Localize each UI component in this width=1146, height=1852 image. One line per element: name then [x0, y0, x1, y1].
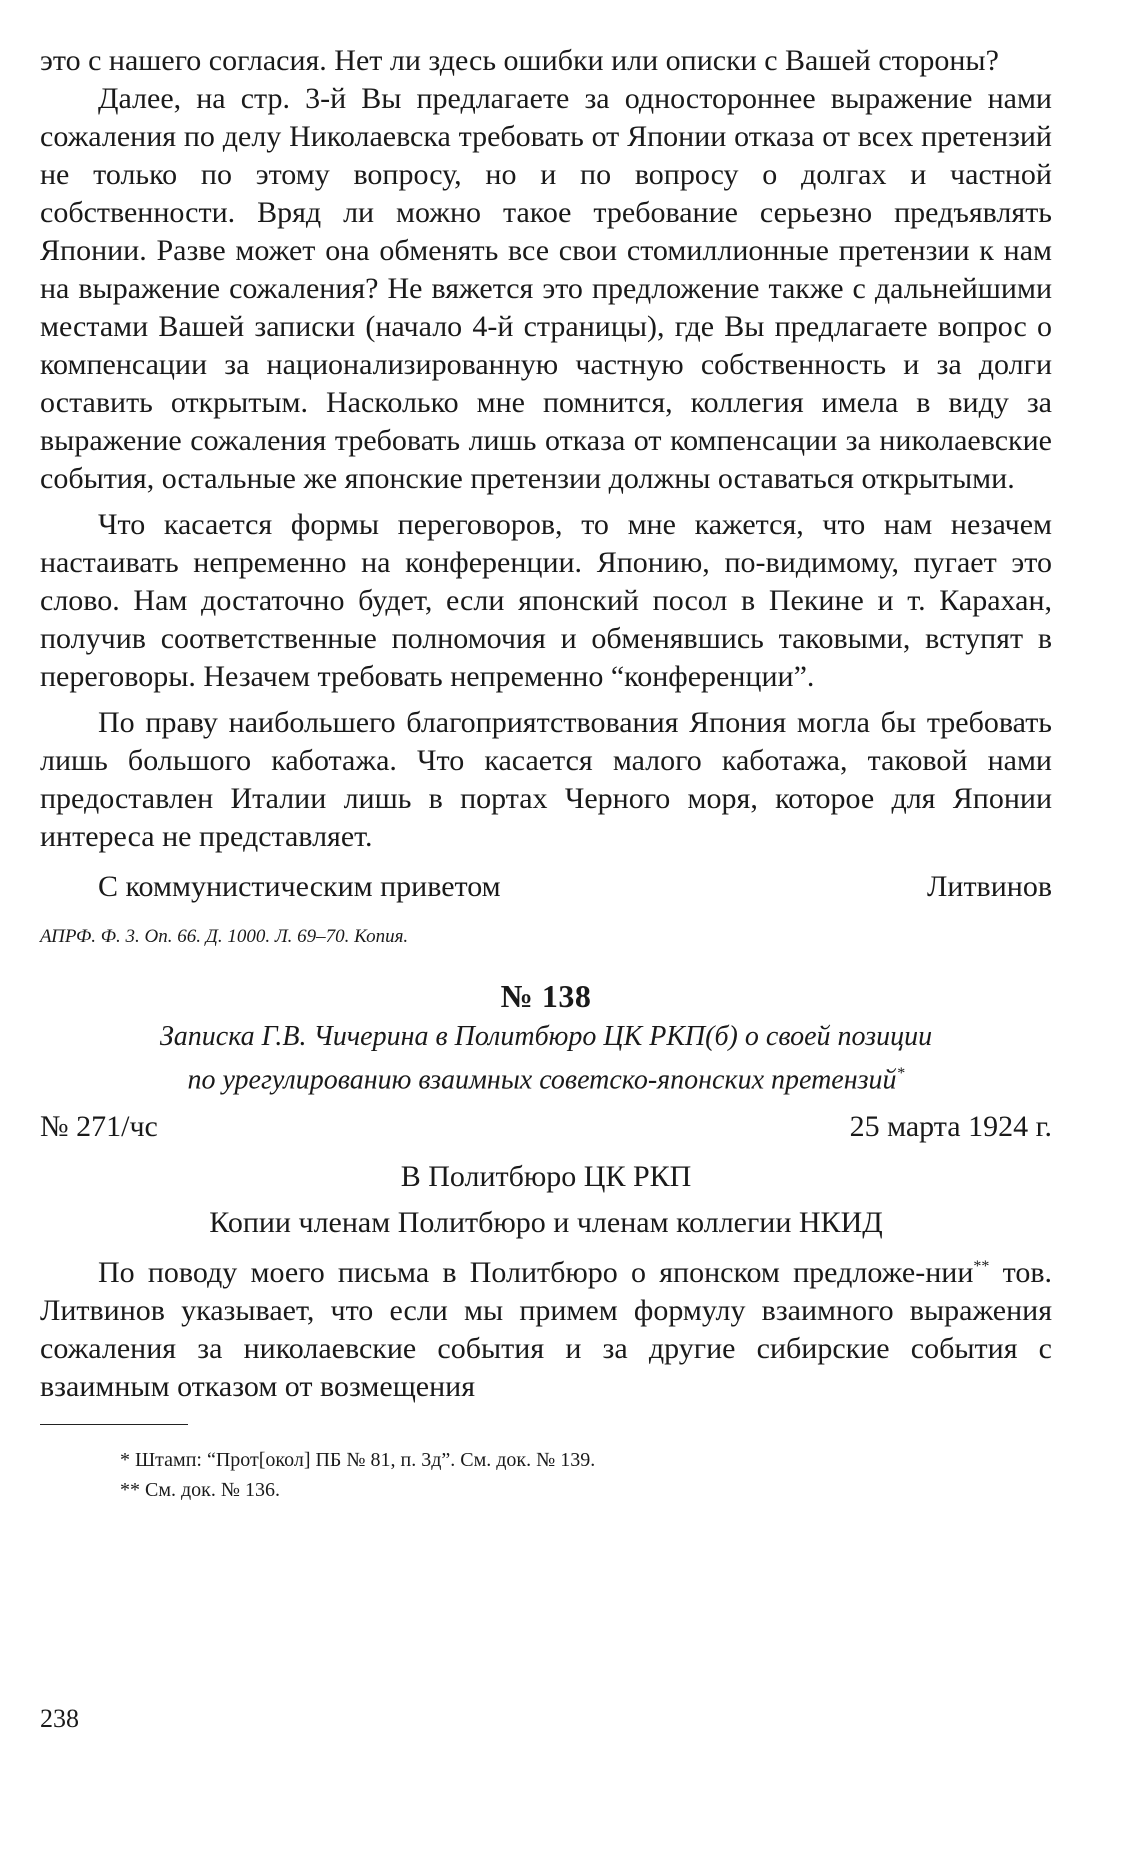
document-body-paragraph: [40, 1248, 1052, 1406]
title-footnote-mark: *: [896, 1065, 905, 1082]
document-date: 25 марта 1924 г.: [849, 1110, 1052, 1144]
footnote-1: * Штамп: “Прот[окол] ПБ № 81, п. 3д”. См. док. № 139.: [120, 1449, 596, 1472]
body-footnote-mark: **: [973, 1258, 990, 1276]
document-title-line-2: [40, 1055, 1052, 1098]
document-ref-number: № 271/чс: [40, 1110, 158, 1144]
document-page: [40, 42, 1052, 1505]
footnote-divider: [40, 1424, 188, 1425]
body-start: По поводу моего письма в Политбюро о японском предложе-: [98, 1256, 926, 1290]
document-meta: [40, 1108, 1052, 1146]
document-addressee: В Политбюро ЦК РКП: [400, 1160, 692, 1194]
page-number: 238: [40, 1704, 79, 1733]
document-title-line-1: Записка Г.В. Чичерина в Политбюро ЦК РКП(б) о своей позиции: [159, 1021, 933, 1052]
document-number: № 138: [500, 978, 592, 1014]
archive-source: АПРФ. Ф. 3. Оп. 66. Д. 1000. Л. 69–70. Копия.: [40, 926, 409, 947]
letter-paragraph-1: это с нашего согласия. Нет ли здесь ошибки или описки с Вашей стороны?: [40, 44, 999, 77]
letter-signature-block: [40, 868, 1052, 906]
footnote-2: ** См. док. № 136.: [120, 1479, 280, 1502]
document-title: [40, 1018, 1052, 1098]
body-word: нии: [925, 1256, 974, 1290]
letter-paragraph-4: По праву наибольшего благоприятствования Япония могла бы требовать лишь большого каботажа. Что касается малого каботажа, таковой нами предоставлен Италии лишь в портах Черного моря, которое для Японии интереса не представляет.: [40, 706, 1052, 853]
letter-signature: Литвинов: [927, 870, 1052, 903]
letter-paragraph-3: Что касается формы переговоров, то мне кажется, что нам незачем настаивать непременно на конференции. Японию, по-видимому, пугает это слово. Нам достаточно будет, если японский посол в Пекине и т. Карахан, получив соответственные полномочия и обменявшись таковыми, вступят в переговоры. Незачем требовать непременно “конференции”.: [40, 508, 1052, 693]
letter-paragraph-2: Далее, на стр. 3-й Вы предлагаете за одностороннее выражение нами сожаления по делу Николаевска требовать от Японии отказа от всех претензий не только по этому вопросу, но и по вопросу о долгах и частной собственности. Вряд ли можно такое требование серьезно предъявлять Японии. Разве может она обменять все свои стомиллионные претензии к нам на выражение сожаления? Не вяжется это предложение также с дальнейшими местами Вашей записки (начало 4-й страницы), где Вы предлагаете вопрос о компенсации за национализированную частную собственность и за долги оставить открытым. Насколько мне помнится, коллегия имела в виду за выражение сожаления требовать лишь отказа от компенсации за николаевские события, остальные же японские претензии должны оставаться открытыми.: [40, 82, 1052, 495]
document-copies: Копии членам Политбюро и членам коллегии НКИД: [209, 1206, 883, 1240]
document-title-line-2-text: по урегулированию взаимных советско-японских претензий: [187, 1064, 897, 1096]
body-rest: тов. Литвинов указывает, что если мы примем формулу взаимного выражения сожаления за николаевские события и за другие сибирские события с взаимным отказом от возмещения: [40, 1256, 1052, 1404]
letter-closing: С коммунистическим приветом: [98, 870, 501, 903]
